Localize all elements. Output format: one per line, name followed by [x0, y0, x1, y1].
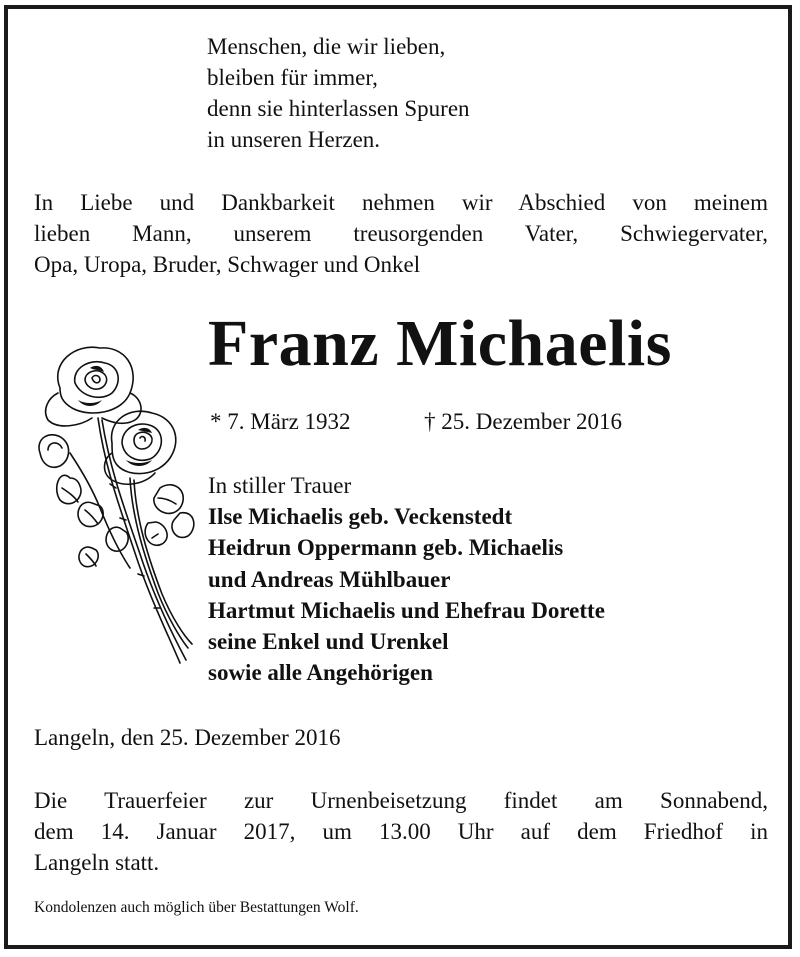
place-date: Langeln, den 25. Dezember 2016 [34, 725, 341, 750]
roses-icon [30, 338, 202, 668]
condolence-note: Kondolenzen auch möglich über Bestattungen Wolf. [34, 899, 359, 916]
intro-line: In Liebe und Dankbarkeit nehmen wir Abschied von meinem [34, 190, 768, 215]
ceremony-text [34, 785, 768, 878]
intro-line: lieben Mann, unserem treusorgenden Vater, Schwiegervater, [34, 221, 768, 246]
poem-line: in unseren Herzen. [207, 127, 381, 152]
mourner-line: Hartmut Michaelis und Ehefrau Dorette [208, 597, 605, 623]
mourners-list [208, 470, 605, 688]
intro-line: Opa, Uropa, Bruder, Schwager und Onkel [34, 252, 421, 277]
mourner-line: und Andreas Mühlbauer [208, 566, 451, 592]
poem-line: Menschen, die wir lieben, [207, 34, 446, 59]
intro-text [34, 187, 768, 280]
deceased-name: Franz Michaelis [208, 307, 672, 380]
mourner-line: seine Enkel und Urenkel [208, 629, 449, 655]
death-date: † 25. Dezember 2016 [424, 409, 622, 434]
mourner-line: sowie alle Angehörigen [208, 660, 433, 686]
birth-date: * 7. März 1932 [210, 409, 351, 434]
life-dates [210, 406, 622, 437]
mourner-line: Heidrun Oppermann geb. Michaelis [208, 535, 564, 561]
ceremony-line: Langeln statt. [34, 850, 160, 875]
poem-line: bleiben für immer, [207, 65, 378, 90]
ceremony-line: dem 14. Januar 2017, um 13.00 Uhr auf dem Friedhof in [34, 819, 768, 844]
mourner-line: Ilse Michaelis geb. Veckenstedt [208, 504, 513, 530]
poem [207, 31, 470, 155]
mourning-intro: In stiller Trauer [208, 473, 352, 498]
poem-line: denn sie hinterlassen Spuren [207, 96, 470, 121]
ceremony-line: Die Trauerfeier zur Urnenbeisetzung findet am Sonnabend, [34, 788, 768, 813]
